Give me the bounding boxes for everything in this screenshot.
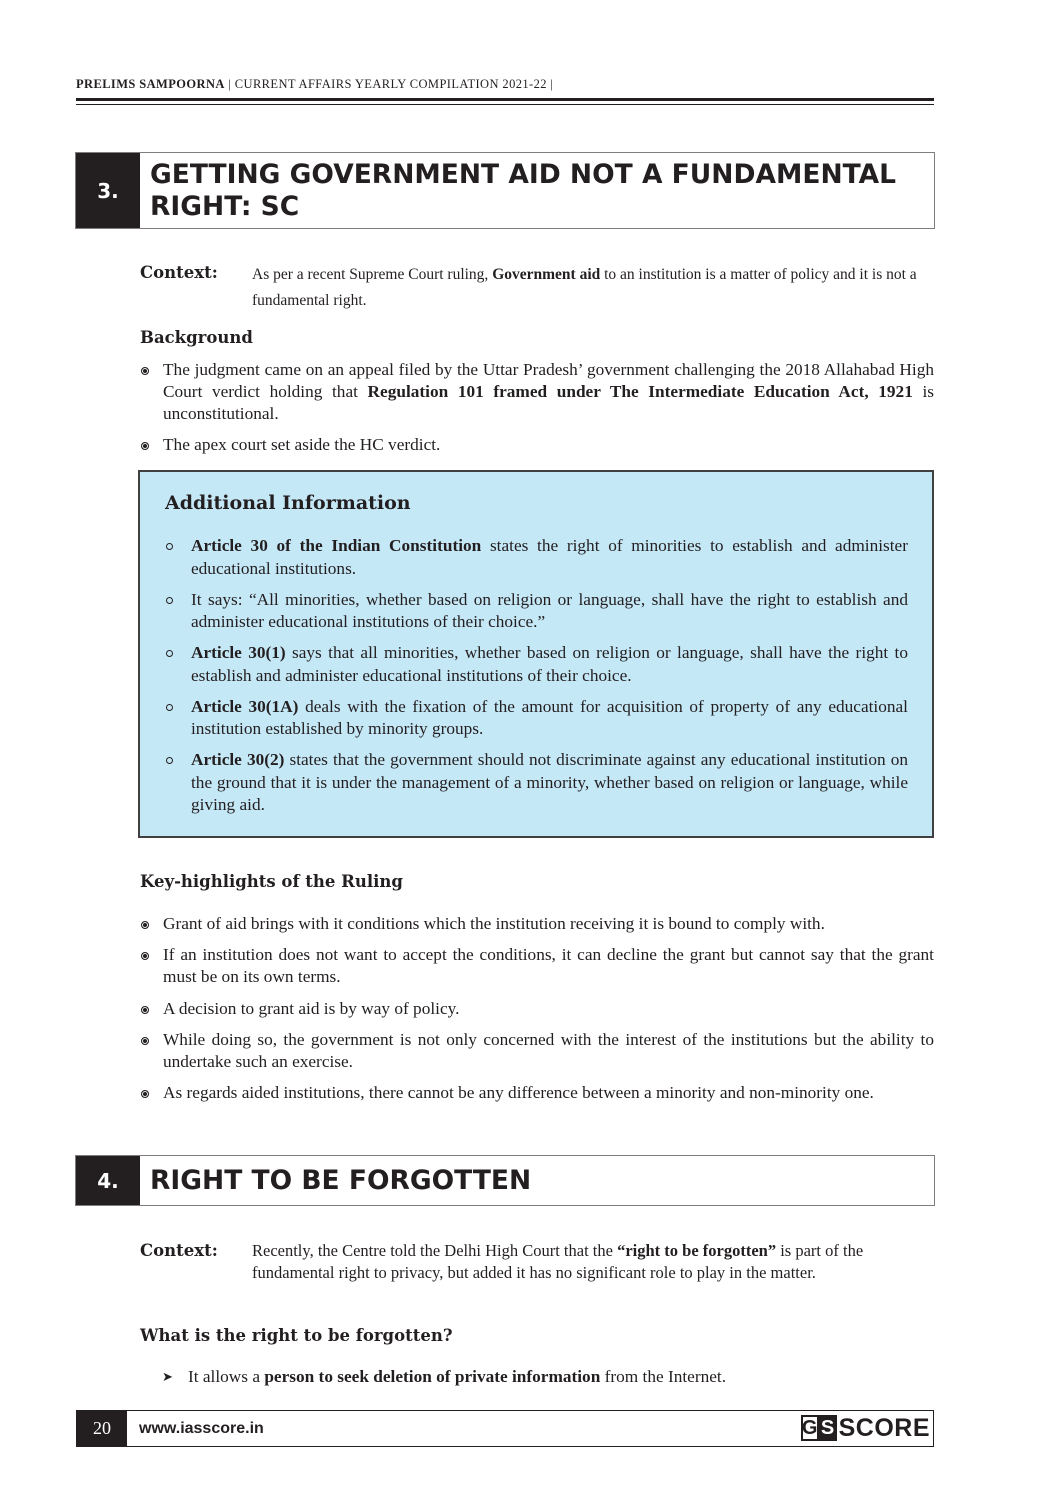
context-text-part: As per a recent Supreme Court ruling, xyxy=(252,266,493,283)
running-header xyxy=(76,77,553,92)
additional-info-box xyxy=(138,470,934,838)
section-4-heading xyxy=(75,1155,935,1206)
context-text-bold: Government aid xyxy=(492,266,601,283)
section-3-heading xyxy=(75,152,935,229)
list-item: As regards aided institutions, there cannot be any difference between a minority and non-minority one. xyxy=(140,1082,934,1104)
list-item-text: says that all minorities, whether based on religion or language, shall have the right to establish and administer educational institutions of their choice. xyxy=(191,643,909,685)
list-item xyxy=(140,359,934,425)
logo-s: S xyxy=(819,1415,837,1441)
what-heading: What is the right to be forgotten? xyxy=(140,1326,453,1345)
list-item xyxy=(140,434,934,456)
header-subtitle: | CURRENT AFFAIRS YEARLY COMPILATION 2021-22 | xyxy=(224,77,554,91)
what-list xyxy=(160,1366,934,1388)
page-footer xyxy=(76,1410,934,1447)
list-item-bold: Article 30(2) xyxy=(191,750,285,769)
list-item xyxy=(165,535,908,580)
context-label: Context: xyxy=(140,1241,218,1260)
logo-gs-mark xyxy=(801,1415,837,1441)
list-item-text: It allows a xyxy=(188,1367,265,1386)
background-heading: Background xyxy=(140,328,253,347)
list-item xyxy=(165,642,908,687)
list-item-text: from the Internet. xyxy=(600,1367,727,1386)
context-text xyxy=(252,1240,934,1283)
list-item-bold: Article 30 of the Indian Constitution xyxy=(191,536,482,555)
section-3-number: 3. xyxy=(76,153,140,228)
list-item: A decision to grant aid is by way of policy. xyxy=(140,998,934,1020)
list-item-text: The judgment came on an appeal filed by the Uttar Pradesh’ government challenging the 2018 Allahabad High Court verdict holding that xyxy=(163,360,934,401)
list-item-text: The apex court set aside the HC verdict. xyxy=(163,435,441,455)
list-item-text: states the right of minorities to establish and administer educational institutions. xyxy=(191,536,908,578)
section-4-number: 4. xyxy=(76,1156,140,1205)
footer-url-link[interactable]: www.iasscore.in xyxy=(139,1419,264,1437)
list-item-bold: person to seek deletion of private information xyxy=(264,1367,601,1386)
highlights-list xyxy=(140,913,934,1113)
background-list xyxy=(140,359,934,466)
context-text-part: Recently, the Centre told the Delhi High Court that the xyxy=(252,1241,618,1260)
context-label: Context: xyxy=(140,263,218,282)
section-4-context xyxy=(140,1240,934,1283)
list-item-text: is unconstitutional. xyxy=(163,382,934,423)
arrow-bullet-icon: ➤ xyxy=(162,1369,173,1384)
highlights-heading: Key-highlights of the Ruling xyxy=(140,872,403,891)
context-text-bold: “right to be forgotten” xyxy=(617,1241,777,1260)
additional-info-title: Additional Information xyxy=(165,492,411,514)
section-4-title: RIGHT TO BE FORGOTTEN xyxy=(150,1164,532,1196)
list-item-text: states that the government should not discriminate against any educational institution on the ground that it is under the management of a minority, whether based on religion or language, while giving aid. xyxy=(191,750,908,814)
list-item xyxy=(165,696,908,741)
logo-score-text: SCORE xyxy=(838,1413,930,1442)
list-item xyxy=(165,589,908,634)
list-item-bold: Regulation 101 framed under The Intermediate Education Act, 1921 xyxy=(367,382,913,401)
section-3-context xyxy=(140,262,934,314)
gs-score-logo xyxy=(801,1414,930,1442)
list-item: Grant of aid brings with it conditions which the institution receiving it is bound to comply with. xyxy=(140,913,934,935)
list-item xyxy=(165,749,908,817)
header-rule-thin xyxy=(76,104,934,105)
list-item: If an institution does not want to accept the conditions, it can decline the grant but cannot say that the grant must be on its own terms. xyxy=(140,944,934,988)
section-3-title-line1: GETTING GOVERNMENT AID NOT A FUNDAMENTAL xyxy=(150,158,897,190)
list-item-text: deals with the fixation of the amount for acquisition of property of any educational institution established by minority groups. xyxy=(191,696,908,738)
list-item-text: It says: “All minorities, whether based on religion or language, shall have the right to establish and administer educational institutions of their choice.” xyxy=(191,589,908,631)
header-brand: PRELIMS SAMPOORNA xyxy=(76,77,225,91)
logo-g: G xyxy=(801,1415,819,1441)
section-3-title xyxy=(140,153,934,228)
context-text-part: is part of the fundamental right to privacy, but added it has no significant role to play in the matter. xyxy=(252,1241,864,1282)
section-3-title-line2: RIGHT: SC xyxy=(150,190,300,222)
additional-info-list xyxy=(165,535,908,825)
list-item-bold: Article 30(1) xyxy=(191,643,286,662)
list-item-bold: Article 30(1A) xyxy=(191,696,299,716)
header-rule-thick xyxy=(76,98,934,101)
list-item xyxy=(160,1366,934,1388)
context-text xyxy=(252,262,934,314)
list-item: While doing so, the government is not only concerned with the interest of the institutions but the ability to undertake such an exercise. xyxy=(140,1029,934,1073)
page-number: 20 xyxy=(77,1411,127,1446)
context-text-part: to an institution is a matter of policy and it is not a fundamental right. xyxy=(252,266,917,309)
